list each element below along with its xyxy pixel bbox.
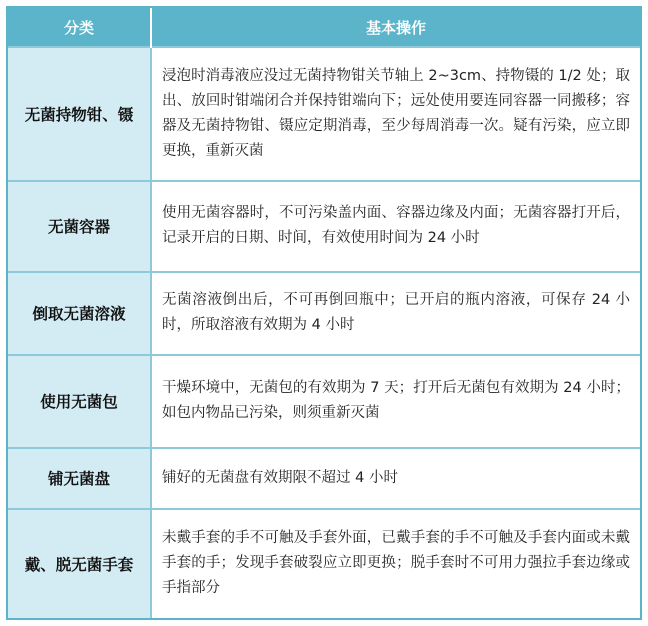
table-row xyxy=(8,47,640,181)
table-header-row xyxy=(8,8,640,47)
row-description: 浸泡时消毒液应没过无菌持物钳关节轴上 2~3cm、持物镊的 1/2 处；取出、放回时钳端闭合并保持钳端向下；远处使用要连同容器一同搬移；容器及无菌持物钳、镊应定期消毒，至少每周消毒一次。疑有污染，应立即更换，重新灭菌 xyxy=(151,47,640,181)
aseptic-operations-table xyxy=(6,6,642,620)
row-description: 未戴手套的手不可触及手套外面，已戴手套的手不可触及手套内面或未戴手套的手；发现手套破裂应立即更换；脱手套时不可用力强拉手套边缘或手指部分 xyxy=(151,509,640,618)
table-row xyxy=(8,272,640,355)
table xyxy=(8,8,640,618)
row-description: 无菌溶液倒出后，不可再倒回瓶中；已开启的瓶内溶液，可保存 24 小时，所取溶液有效期为 4 小时 xyxy=(151,272,640,355)
header-operation: 基本操作 xyxy=(151,8,640,47)
row-description: 干燥环境中，无菌包的有效期为 7 天；打开后无菌包有效期为 24 小时；如包内物品已污染，则须重新灭菌 xyxy=(151,355,640,448)
table-row xyxy=(8,181,640,272)
table-row xyxy=(8,448,640,509)
row-category: 无菌容器 xyxy=(8,181,151,272)
row-category: 无菌持物钳、镊 xyxy=(8,47,151,181)
table-row xyxy=(8,355,640,448)
row-description: 使用无菌容器时，不可污染盖内面、容器边缘及内面；无菌容器打开后，记录开启的日期、时间，有效使用时间为 24 小时 xyxy=(151,181,640,272)
row-category: 使用无菌包 xyxy=(8,355,151,448)
header-category: 分类 xyxy=(8,8,151,47)
row-description: 铺好的无菌盘有效期限不超过 4 小时 xyxy=(151,448,640,509)
row-category: 倒取无菌溶液 xyxy=(8,272,151,355)
table-row xyxy=(8,509,640,618)
row-category: 戴、脱无菌手套 xyxy=(8,509,151,618)
row-category: 铺无菌盘 xyxy=(8,448,151,509)
